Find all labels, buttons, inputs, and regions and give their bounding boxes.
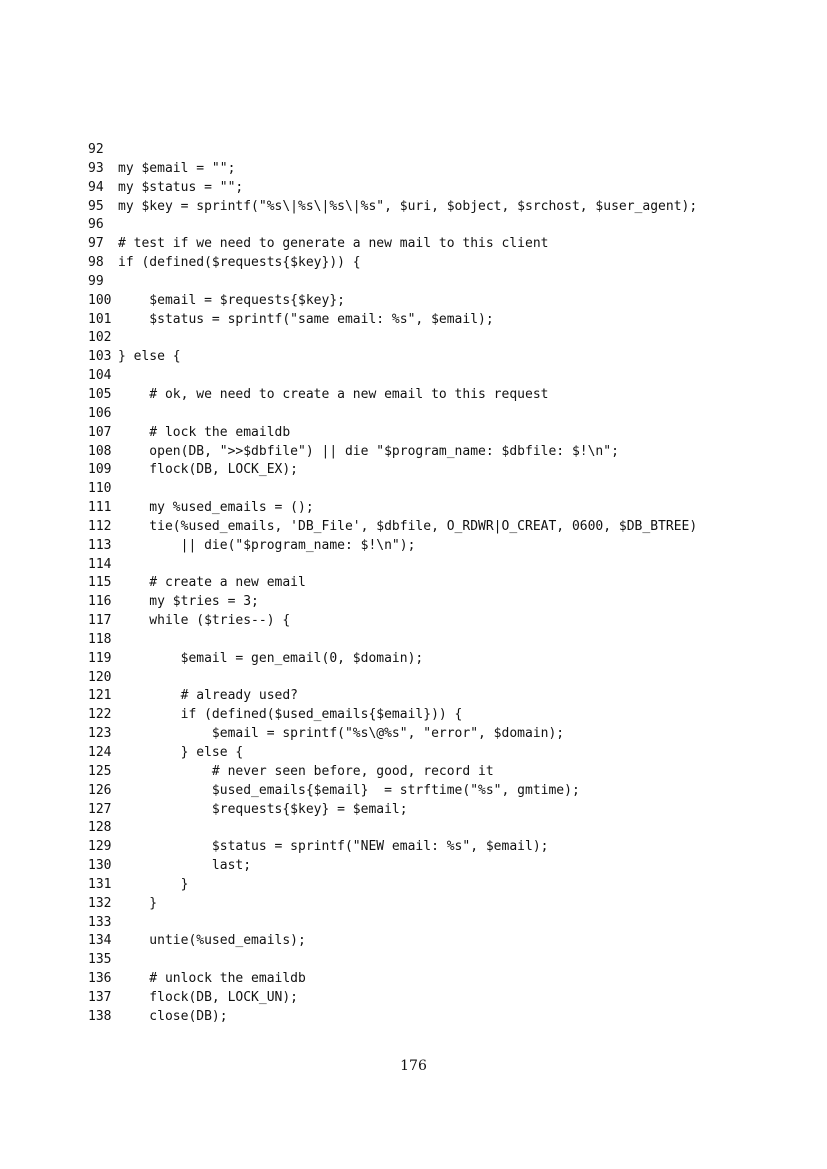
code-line — [88, 461, 808, 480]
code-text: $email = gen_email(0, $domain); — [118, 650, 424, 666]
line-number: 137 — [88, 989, 112, 1005]
code-line — [88, 556, 808, 575]
code-line — [88, 970, 808, 989]
line-number: 98 — [88, 255, 104, 271]
code-text: } else { — [118, 745, 244, 760]
code-line — [88, 706, 808, 725]
code-line — [88, 311, 808, 330]
code-line — [88, 537, 808, 556]
code-line — [88, 593, 808, 612]
code-line — [88, 329, 808, 348]
line-number: 130 — [88, 858, 112, 874]
line-number: 134 — [88, 933, 112, 949]
line-number: 93 — [88, 160, 104, 176]
line-number: 132 — [88, 895, 112, 911]
code-text: # already used? — [118, 688, 299, 704]
line-number: 135 — [88, 952, 112, 968]
code-line — [88, 198, 808, 217]
code-line — [88, 932, 808, 951]
line-number: 115 — [88, 575, 112, 591]
code-line — [88, 989, 808, 1008]
line-number: 100 — [88, 292, 112, 308]
line-number: 95 — [88, 198, 104, 214]
code-text: # lock the emaildb — [118, 424, 291, 440]
line-number: 117 — [88, 613, 112, 629]
code-line — [88, 348, 808, 367]
code-text: $email = sprintf("%s\@%s", "error", $domain); — [118, 726, 565, 742]
line-number: 119 — [88, 650, 112, 666]
code-listing — [88, 141, 808, 1027]
line-number: 107 — [88, 424, 112, 440]
line-number: 133 — [88, 914, 112, 930]
line-number: 114 — [88, 556, 112, 572]
line-number: 127 — [88, 801, 112, 817]
line-number: 113 — [88, 537, 112, 553]
code-line — [88, 687, 808, 706]
code-line — [88, 235, 808, 254]
code-line — [88, 782, 808, 801]
line-number: 106 — [88, 405, 112, 421]
code-line — [88, 650, 808, 669]
code-text: || die("$program_name: $!\n"); — [118, 537, 416, 553]
line-number: 126 — [88, 782, 112, 798]
code-text: my $status = ""; — [118, 179, 244, 195]
line-number: 122 — [88, 707, 112, 723]
line-number: 103 — [88, 349, 112, 365]
code-text: tie(%used_emails, 'DB_File', $dbfile, O_RDWR|O_CREAT, 0600, $DB_BTREE) — [118, 518, 698, 534]
code-text: # never seen before, good, record it — [118, 763, 494, 779]
code-line — [88, 838, 808, 857]
code-text: } — [118, 876, 189, 892]
code-line — [88, 574, 808, 593]
code-line — [88, 725, 808, 744]
line-number: 129 — [88, 839, 112, 855]
code-text: while ($tries--) { — [118, 613, 291, 629]
line-number: 128 — [88, 820, 112, 836]
code-text: my $email = ""; — [118, 160, 236, 176]
code-line — [88, 763, 808, 782]
code-line — [88, 179, 808, 198]
line-number: 92 — [88, 142, 104, 157]
line-number: 116 — [88, 594, 112, 610]
line-number: 121 — [88, 688, 112, 704]
code-text: my %used_emails = (); — [118, 500, 314, 516]
line-number: 112 — [88, 518, 112, 534]
line-number: 108 — [88, 443, 112, 459]
code-line — [88, 292, 808, 311]
line-number: 136 — [88, 971, 112, 987]
code-text: $status = sprintf("same email: %s", $email); — [118, 311, 494, 327]
code-line — [88, 160, 808, 179]
code-text: flock(DB, LOCK_UN); — [118, 989, 299, 1005]
code-text: untie(%used_emails); — [118, 933, 306, 949]
code-line — [88, 857, 808, 876]
code-line — [88, 876, 808, 895]
line-number: 109 — [88, 462, 112, 478]
code-line — [88, 216, 808, 235]
code-line — [88, 141, 808, 160]
code-text: $used_emails{$email} = strftime("%s", gmtime); — [118, 782, 580, 798]
code-text: flock(DB, LOCK_EX); — [118, 462, 299, 478]
code-line — [88, 631, 808, 650]
code-line — [88, 801, 808, 820]
line-number: 111 — [88, 500, 112, 516]
line-number: 94 — [88, 179, 104, 195]
line-number: 102 — [88, 330, 112, 346]
code-text: if (defined($used_emails{$email})) { — [118, 707, 463, 723]
line-number: 101 — [88, 311, 112, 327]
line-number: 120 — [88, 669, 112, 685]
line-number: 123 — [88, 726, 112, 742]
line-number: 105 — [88, 386, 112, 402]
code-text: my $key = sprintf("%s\|%s\|%s\|%s", $uri, $object, $srchost, $user_agent); — [118, 198, 698, 214]
code-line — [88, 1008, 808, 1027]
code-line — [88, 443, 808, 462]
code-text: my $tries = 3; — [118, 594, 259, 610]
code-line — [88, 951, 808, 970]
code-line — [88, 386, 808, 405]
line-number: 99 — [88, 273, 104, 289]
code-line — [88, 499, 808, 518]
line-number: 131 — [88, 876, 112, 892]
code-line — [88, 669, 808, 688]
code-line — [88, 744, 808, 763]
code-line — [88, 895, 808, 914]
code-text: open(DB, ">>$dbfile") || die "$program_name: $dbfile: $!\n"; — [118, 443, 619, 459]
code-line — [88, 405, 808, 424]
code-text: # unlock the emaildb — [118, 971, 306, 987]
code-line — [88, 254, 808, 273]
line-number: 96 — [88, 217, 104, 233]
code-text: close(DB); — [118, 1008, 228, 1024]
code-text: # ok, we need to create a new email to this request — [118, 386, 549, 402]
code-text: if (defined($requests{$key})) { — [118, 255, 361, 271]
code-line — [88, 819, 808, 838]
code-line — [88, 914, 808, 933]
code-line — [88, 480, 808, 499]
code-line — [88, 518, 808, 537]
code-line — [88, 424, 808, 443]
code-line — [88, 612, 808, 631]
code-text: $requests{$key} = $email; — [118, 801, 408, 817]
code-text: $status = sprintf("NEW email: %s", $email); — [118, 839, 549, 855]
code-text: } else { — [118, 349, 181, 365]
line-number: 125 — [88, 763, 112, 779]
code-line — [88, 273, 808, 292]
line-number: 118 — [88, 631, 112, 647]
line-number: 110 — [88, 481, 112, 497]
code-text: # test if we need to generate a new mail to this client — [118, 236, 549, 252]
code-text: last; — [118, 858, 252, 874]
line-number: 97 — [88, 236, 104, 252]
code-line — [88, 367, 808, 386]
code-text: # create a new email — [118, 575, 306, 591]
code-text: } — [118, 895, 158, 911]
line-number: 138 — [88, 1008, 112, 1024]
line-number: 104 — [88, 368, 112, 384]
code-text: $email = $requests{$key}; — [118, 292, 345, 308]
page-number: 176 — [400, 1058, 427, 1074]
line-number: 124 — [88, 745, 112, 760]
